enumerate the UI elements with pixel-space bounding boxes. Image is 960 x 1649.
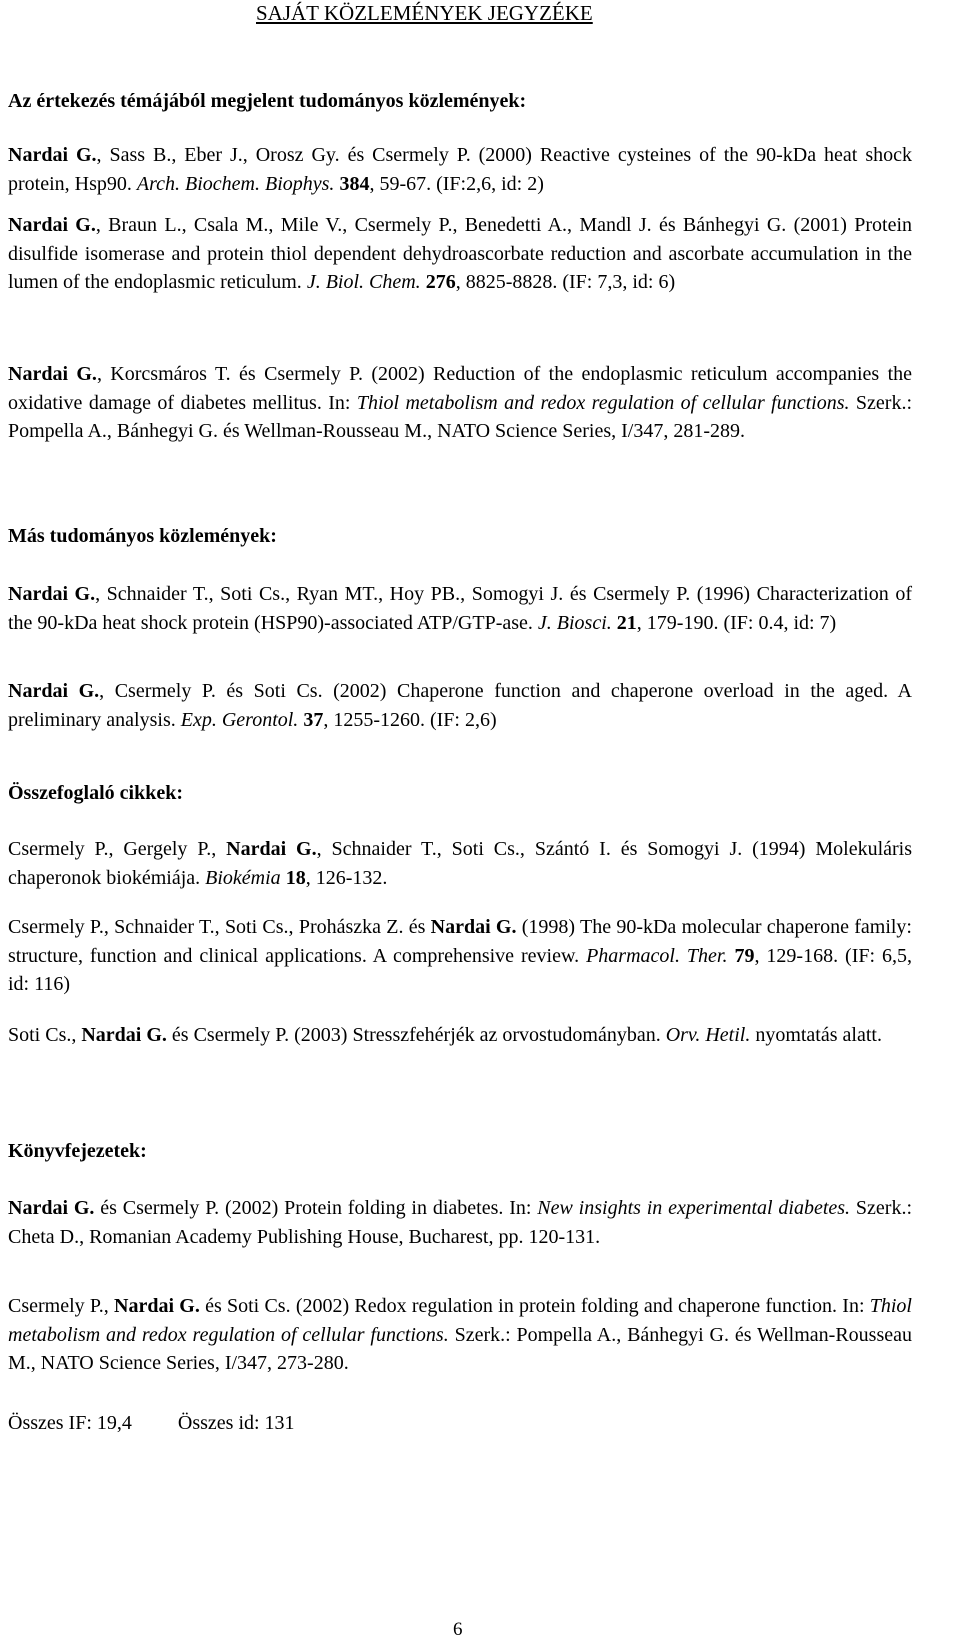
reference-text: , Korcsmáros T. és Csermely P. (2002) Reduction of the endoplasmic reticulum accompanies the oxidative damage of diabetes mellitus. In: [8, 363, 912, 414]
reference-tail: , 59-67. (IF:2,6, id: 2) [369, 172, 544, 195]
impact-factor-total: Összes IF: 19,4 [8, 1412, 132, 1434]
reference-text: , Sass B., Eber J., Orosz Gy. és Csermely P. (2000) Reactive cysteines of the 90-kDa heat shock protein, Hsp90. [8, 144, 912, 195]
section-heading: Összefoglaló cikkek: [8, 782, 183, 804]
journal-name: J. Biol. Chem. [306, 271, 421, 294]
page-number: 6 [453, 1619, 463, 1640]
reference-text: és Csermely P. (2002) Protein folding in diabetes. In: [94, 1197, 538, 1219]
reference-text: (1998) The 90-kDa molecular chaperone family: structure, function and clinical applications. A comprehensive review. [8, 916, 912, 967]
journal-name: Arch. Biochem. Biophys. [136, 172, 335, 195]
reference-text: és Csermely P. (2003) Stresszfehérjék az orvostudományban. [166, 1024, 666, 1046]
reference-tail: , 126-132. [305, 866, 388, 889]
highlighted-author: Nardai G. [8, 583, 96, 605]
journal-name: Biokémia [205, 866, 281, 889]
journal-name: Pharmacol. Ther. [586, 944, 728, 967]
reference-item [8, 360, 912, 446]
highlighted-author: Nardai G. [81, 1024, 167, 1046]
reference-authors-pre: Csermely P., Schnaider T., Soti Cs., Prohászka Z. és [8, 916, 431, 938]
reference-item [8, 835, 912, 892]
totals-line [8, 1410, 341, 1436]
reference-text: és Soti Cs. (2002) Redox regulation in protein folding and chaperone function. In: [199, 1295, 870, 1317]
volume: 276 [420, 271, 456, 294]
highlighted-author: Nardai G. [8, 1197, 95, 1219]
highlighted-author: Nardai G. [8, 363, 97, 385]
journal-name: J. Biosci. [537, 611, 612, 634]
reference-tail: Szerk.: Pompella A., Bánhegyi G. és Wellman-Rousseau M., NATO Science Series, I/347, 273-280. [8, 1323, 912, 1375]
section-heading: Könyvfejezetek: [8, 1140, 147, 1162]
reference-text: , Braun L., Csala M., Mile V., Csermely P., Benedetti A., Mandl J. és Bánhegyi G. (2001) Protein disulfide isomerase and protein thiol dependent dehydroascorbate reduction and ascorbate accumulation in the lumen of the endoplasmic reticulum. [8, 214, 912, 294]
reference-tail: Szerk.: Pompella A., Bánhegyi G. és Wellman-Rousseau M., NATO Science Series, I/347, 281-289. [8, 391, 913, 443]
reference-item [8, 1292, 912, 1378]
journal-name: Exp. Gerontol. [180, 708, 299, 731]
reference-authors-pre: Csermely P., [8, 1295, 115, 1317]
highlighted-author: Nardai G. [226, 838, 317, 860]
reference-item [8, 141, 912, 198]
reference-tail: , 129-168. (IF: 6,5, id: 116) [8, 944, 912, 996]
reference-tail: Szerk.: Cheta D., Romanian Academy Publishing House, Bucharest, pp. 120-131. [8, 1197, 913, 1248]
highlighted-author: Nardai G. [8, 214, 96, 236]
volume: 37 [298, 708, 324, 731]
highlighted-author: Nardai G. [8, 144, 97, 166]
reference-tail: , 179-190. (IF: 0.4, id: 7) [636, 611, 837, 634]
highlighted-author: Nardai G. [8, 680, 100, 702]
document-page [8, 0, 912, 1649]
volume: 384 [334, 172, 370, 195]
section-heading: Más tudományos közlemények: [8, 525, 277, 547]
journal-name: Orv. Hetil. [665, 1024, 751, 1046]
reference-item [8, 580, 912, 637]
reference-tail: , 1255-1260. (IF: 2,6) [323, 708, 497, 731]
volume: 21 [611, 611, 637, 634]
highlighted-author: Nardai G. [430, 916, 517, 938]
section-heading: Az értekezés témájából megjelent tudományos közlemények: [8, 90, 527, 112]
reference-item [8, 913, 912, 999]
citation-total: Összes id: 131 [177, 1412, 295, 1434]
reference-tail: , 8825-8828. (IF: 7,3, id: 6) [455, 271, 676, 294]
reference-text: , Csermely P. és Soti Cs. (2002) Chaperone function and chaperone overload in the aged. A preliminary analysis. [8, 680, 913, 731]
reference-item [8, 1194, 912, 1251]
reference-text: , Schnaider T., Soti Cs., Ryan MT., Hoy PB., Somogyi J. és Csermely P. (1996) Characterization of the 90-kDa heat shock protein (HSP90)-associated ATP/GTP-ase. [8, 583, 912, 634]
reference-item [8, 211, 912, 297]
reference-text: , Schnaider T., Soti Cs., Szántó I. és Somogyi J. (1994) Molekuláris chaperonok biokémiája. [8, 838, 913, 889]
volume: 79 [727, 944, 755, 967]
book-title: New insights in experimental diabetes. [537, 1197, 851, 1219]
highlighted-author: Nardai G. [114, 1295, 200, 1317]
reference-tail: nyomtatás alatt. [750, 1024, 882, 1046]
page-title: SAJÁT KÖZLEMÉNYEK JEGYZÉKE [256, 1, 593, 25]
book-title: Thiol metabolism and redox regulation of cellular functions. [8, 1295, 912, 1346]
reference-item [8, 677, 912, 734]
volume: 18 [280, 866, 306, 889]
book-title: Thiol metabolism and redox regulation of cellular functions. [356, 391, 850, 414]
reference-item [8, 1021, 912, 1050]
reference-authors-pre: Csermely P., Gergely P., [8, 838, 227, 860]
reference-authors-pre: Soti Cs., [8, 1024, 82, 1046]
